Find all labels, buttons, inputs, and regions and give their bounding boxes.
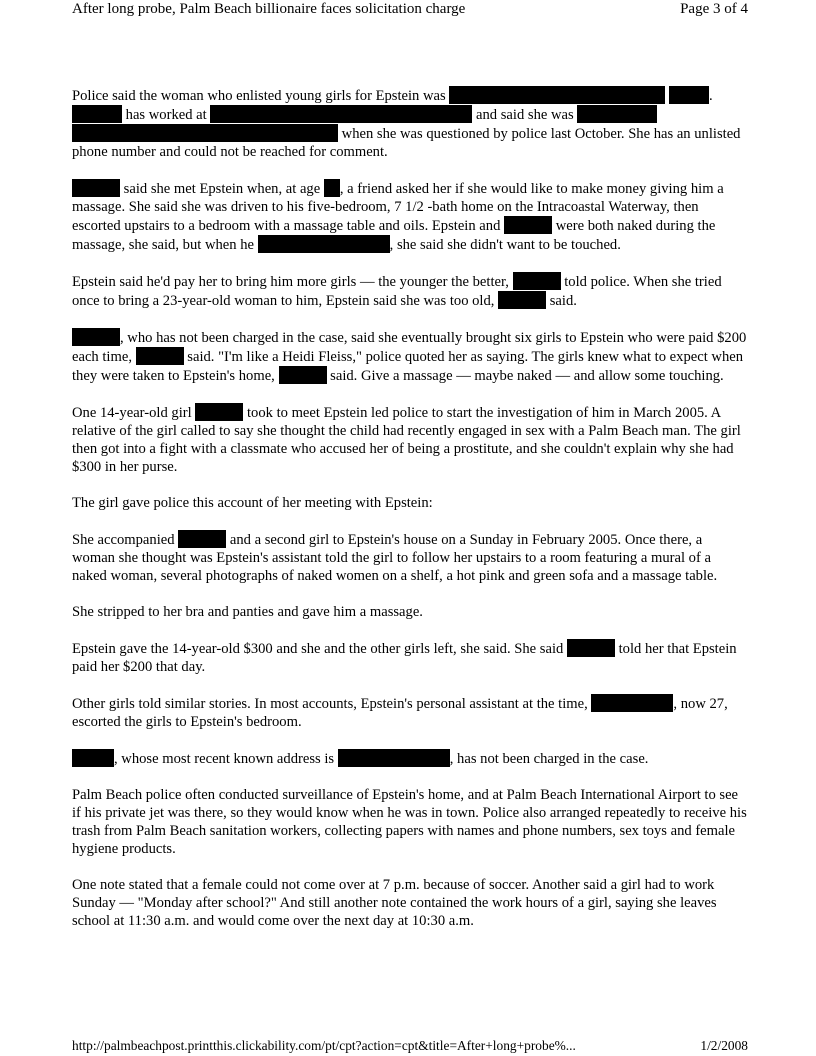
paragraph-4 [72,328,748,385]
redaction-bar [567,639,615,657]
text-run: were both naked during the massage, she said, but when he [72,218,716,253]
paragraph-12: Palm Beach police often conducted surveillance of Epstein's home, and at Palm Beach International Airport to see if his private jet was there, so they would know when he was in town. Police also arranged repeatedly to receive his trash from Palm Beach sanitation workers, collecting papers with names and phone numbers, sex toys and female hygiene products. [72,787,747,857]
text-run: , whose most recent known address is [114,751,335,767]
paragraph-6: The girl gave police this account of her meeting with Epstein: [72,495,433,511]
text-run: , she said she didn't want to be touched. [389,237,621,253]
redaction-bar [577,105,657,123]
text-run: took to meet Epstein led police to start the investigation of him in March 2005. A relative of the girl called to say she thought the child had recently engaged in sex with a Palm Beach man. The girl then got into a fight with a classmate who accused her of being a prostitute, and she couldn't explain why she had $300 in her purse. [72,405,741,475]
text-run: told police. When she tried once to bring a 23-year-old woman to him, Epstein said she was too old, [72,274,722,309]
text-run: , now 27, escorted the girls to Epstein's bedroom. [72,696,728,730]
redaction-bar [178,530,226,548]
page-footer [72,1038,748,1056]
text-run: . [709,88,713,104]
page-title: After long probe, Palm Beach billionaire faces solicitation charge [72,1,466,17]
text-run: said. Give a massage — maybe naked — and allow some touching. [330,368,724,384]
paragraph-3 [72,272,748,310]
footer-date: 1/2/2008 [700,1038,748,1053]
text-run: and a second girl to Epstein's house on a Sunday in February 2005. Once there, a woman she thought was Epstein's assistant told the girl to follow her upstairs to a room featuring a mural of a naked woman, several photographs of naked women on a shelf, a hot pink and green sofa and a massage table. [72,532,718,584]
paragraph-1 [72,86,748,161]
redaction-bar [72,749,114,767]
text-run: Epstein said he'd pay her to bring him more girls — the younger the better, [72,274,509,290]
text-run: said. [549,293,577,309]
text-run: , who has not been charged in the case, said she eventually brought six girls to Epstein who were paid $200 each time, [72,330,747,365]
text-run: Epstein gave the 14-year-old $300 and she and the other girls left, she said. She said [72,641,564,657]
text-run: said she met Epstein when, at age [123,181,321,197]
text-run: One 14-year-old girl [72,405,192,421]
paragraph-7 [72,530,748,585]
text-run: and said she was [476,107,574,123]
redaction-bar [504,216,552,234]
footer-url: http://palmbeachpost.printthis.clickability.com/pt/cpt?action=cpt&title=After+long+probe%... [72,1038,576,1053]
paragraph-11 [72,749,748,768]
redaction-bar [258,235,390,253]
page-number: Page 3 of 4 [680,1,748,17]
redaction-bar [210,105,472,123]
redaction-bar [72,179,120,197]
text-run: , a friend asked her if she would like to make money giving him a massage. She said she was driven to his five-bedroom, 7 1/2 -bath home on the Intracoastal Waterway, then escorted upstairs to a bedroom with a massage table and oils. Epstein and [72,181,724,234]
redaction-bar [72,328,120,346]
redaction-bar [72,124,338,142]
redaction-bar [338,749,450,767]
redaction-bar [324,179,340,197]
page-header [72,0,748,24]
article-body [72,86,748,948]
redaction-bar [449,86,665,104]
redaction-bar [136,347,184,365]
redaction-bar [195,403,243,421]
redaction-bar [513,272,561,290]
text-run: has worked at [125,107,207,123]
text-run: Police said the woman who enlisted young girls for Epstein was [72,88,446,104]
paragraph-2 [72,179,748,254]
paragraph-10 [72,694,748,731]
paragraph-8: She stripped to her bra and panties and gave him a massage. [72,604,423,620]
redaction-bar [591,694,673,712]
redaction-bar [498,291,546,309]
paragraph-9 [72,639,748,676]
redaction-bar [669,86,709,104]
text-run: She accompanied [72,532,175,548]
text-run: when she was questioned by police last October. She has an unlisted phone number and could not be reached for comment. [72,126,741,160]
text-run: , has not been charged in the case. [449,751,649,767]
paragraph-13: One note stated that a female could not come over at 7 p.m. because of soccer. Another said a girl had to work Sunday — "Monday after school?" And still another note contained the work hours of a girl, saying she leaves school at 11:30 a.m. and would come over the next day at 10:30 a.m. [72,877,717,929]
text-run: said. "I'm like a Heidi Fleiss," police quoted her as saying. The girls knew what to expect when they were taken to Epstein's home, [72,349,744,384]
redaction-bar [279,366,327,384]
redaction-bar [72,105,122,123]
text-run: Other girls told similar stories. In most accounts, Epstein's personal assistant at the time, [72,696,588,712]
paragraph-5 [72,403,748,476]
text-run: told her that Epstein paid her $200 that day. [72,641,737,675]
